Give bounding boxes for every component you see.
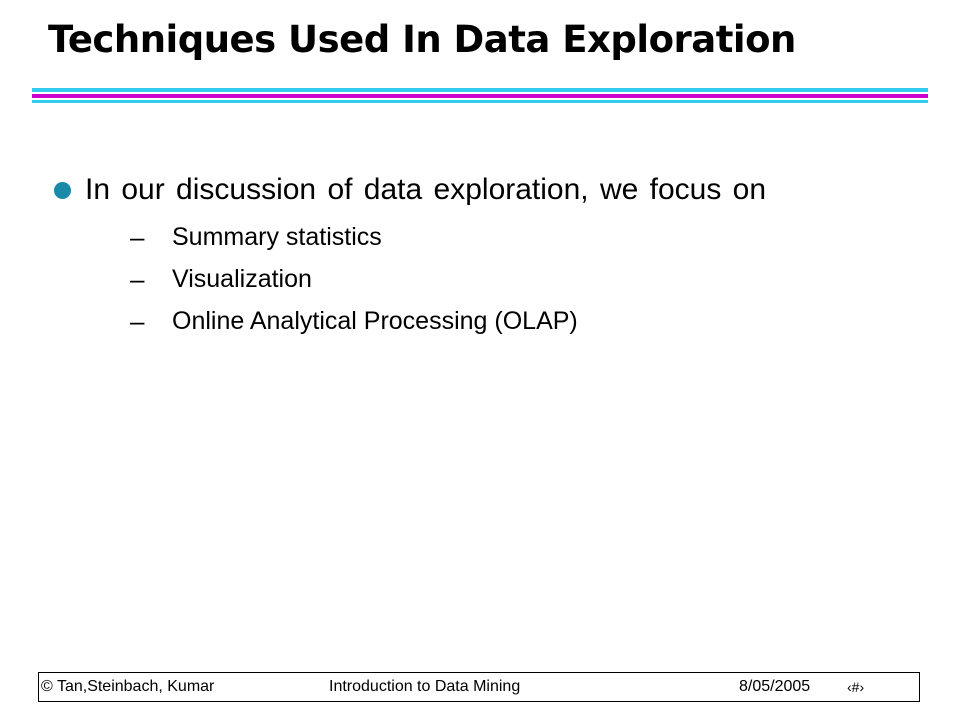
sub-item-summary-statistics xyxy=(52,216,932,258)
bullet-dot-icon xyxy=(54,182,71,199)
slide-title: Techniques Used In Data Exploration xyxy=(48,18,796,61)
footer-copyright: © Tan,Steinbach, Kumar xyxy=(41,678,215,695)
footer-course-title: Introduction to Data Mining xyxy=(329,678,521,695)
sub-item-text: Visualization xyxy=(172,264,312,293)
sub-list xyxy=(52,216,932,342)
title-rule-magenta xyxy=(32,94,928,98)
slide-footer xyxy=(38,672,920,702)
sub-item-olap xyxy=(52,300,932,342)
dash-icon: – xyxy=(130,263,145,294)
sub-item-visualization xyxy=(52,258,932,300)
footer-date: 8/05/2005 xyxy=(739,678,811,695)
footer-page-number: ‹#› xyxy=(847,679,865,695)
sub-item-text: Summary statistics xyxy=(172,222,382,251)
sub-item-text: Online Analytical Processing (OLAP) xyxy=(172,306,578,335)
title-rule-cyan-bottom xyxy=(32,100,928,103)
dash-icon: – xyxy=(130,305,145,336)
bullet-item xyxy=(52,168,932,212)
dash-icon: – xyxy=(130,221,145,252)
title-rule-cyan-top xyxy=(32,88,928,92)
slide-body xyxy=(52,168,932,342)
bullet-text: In our discussion of data exploration, we focus on xyxy=(85,173,767,206)
